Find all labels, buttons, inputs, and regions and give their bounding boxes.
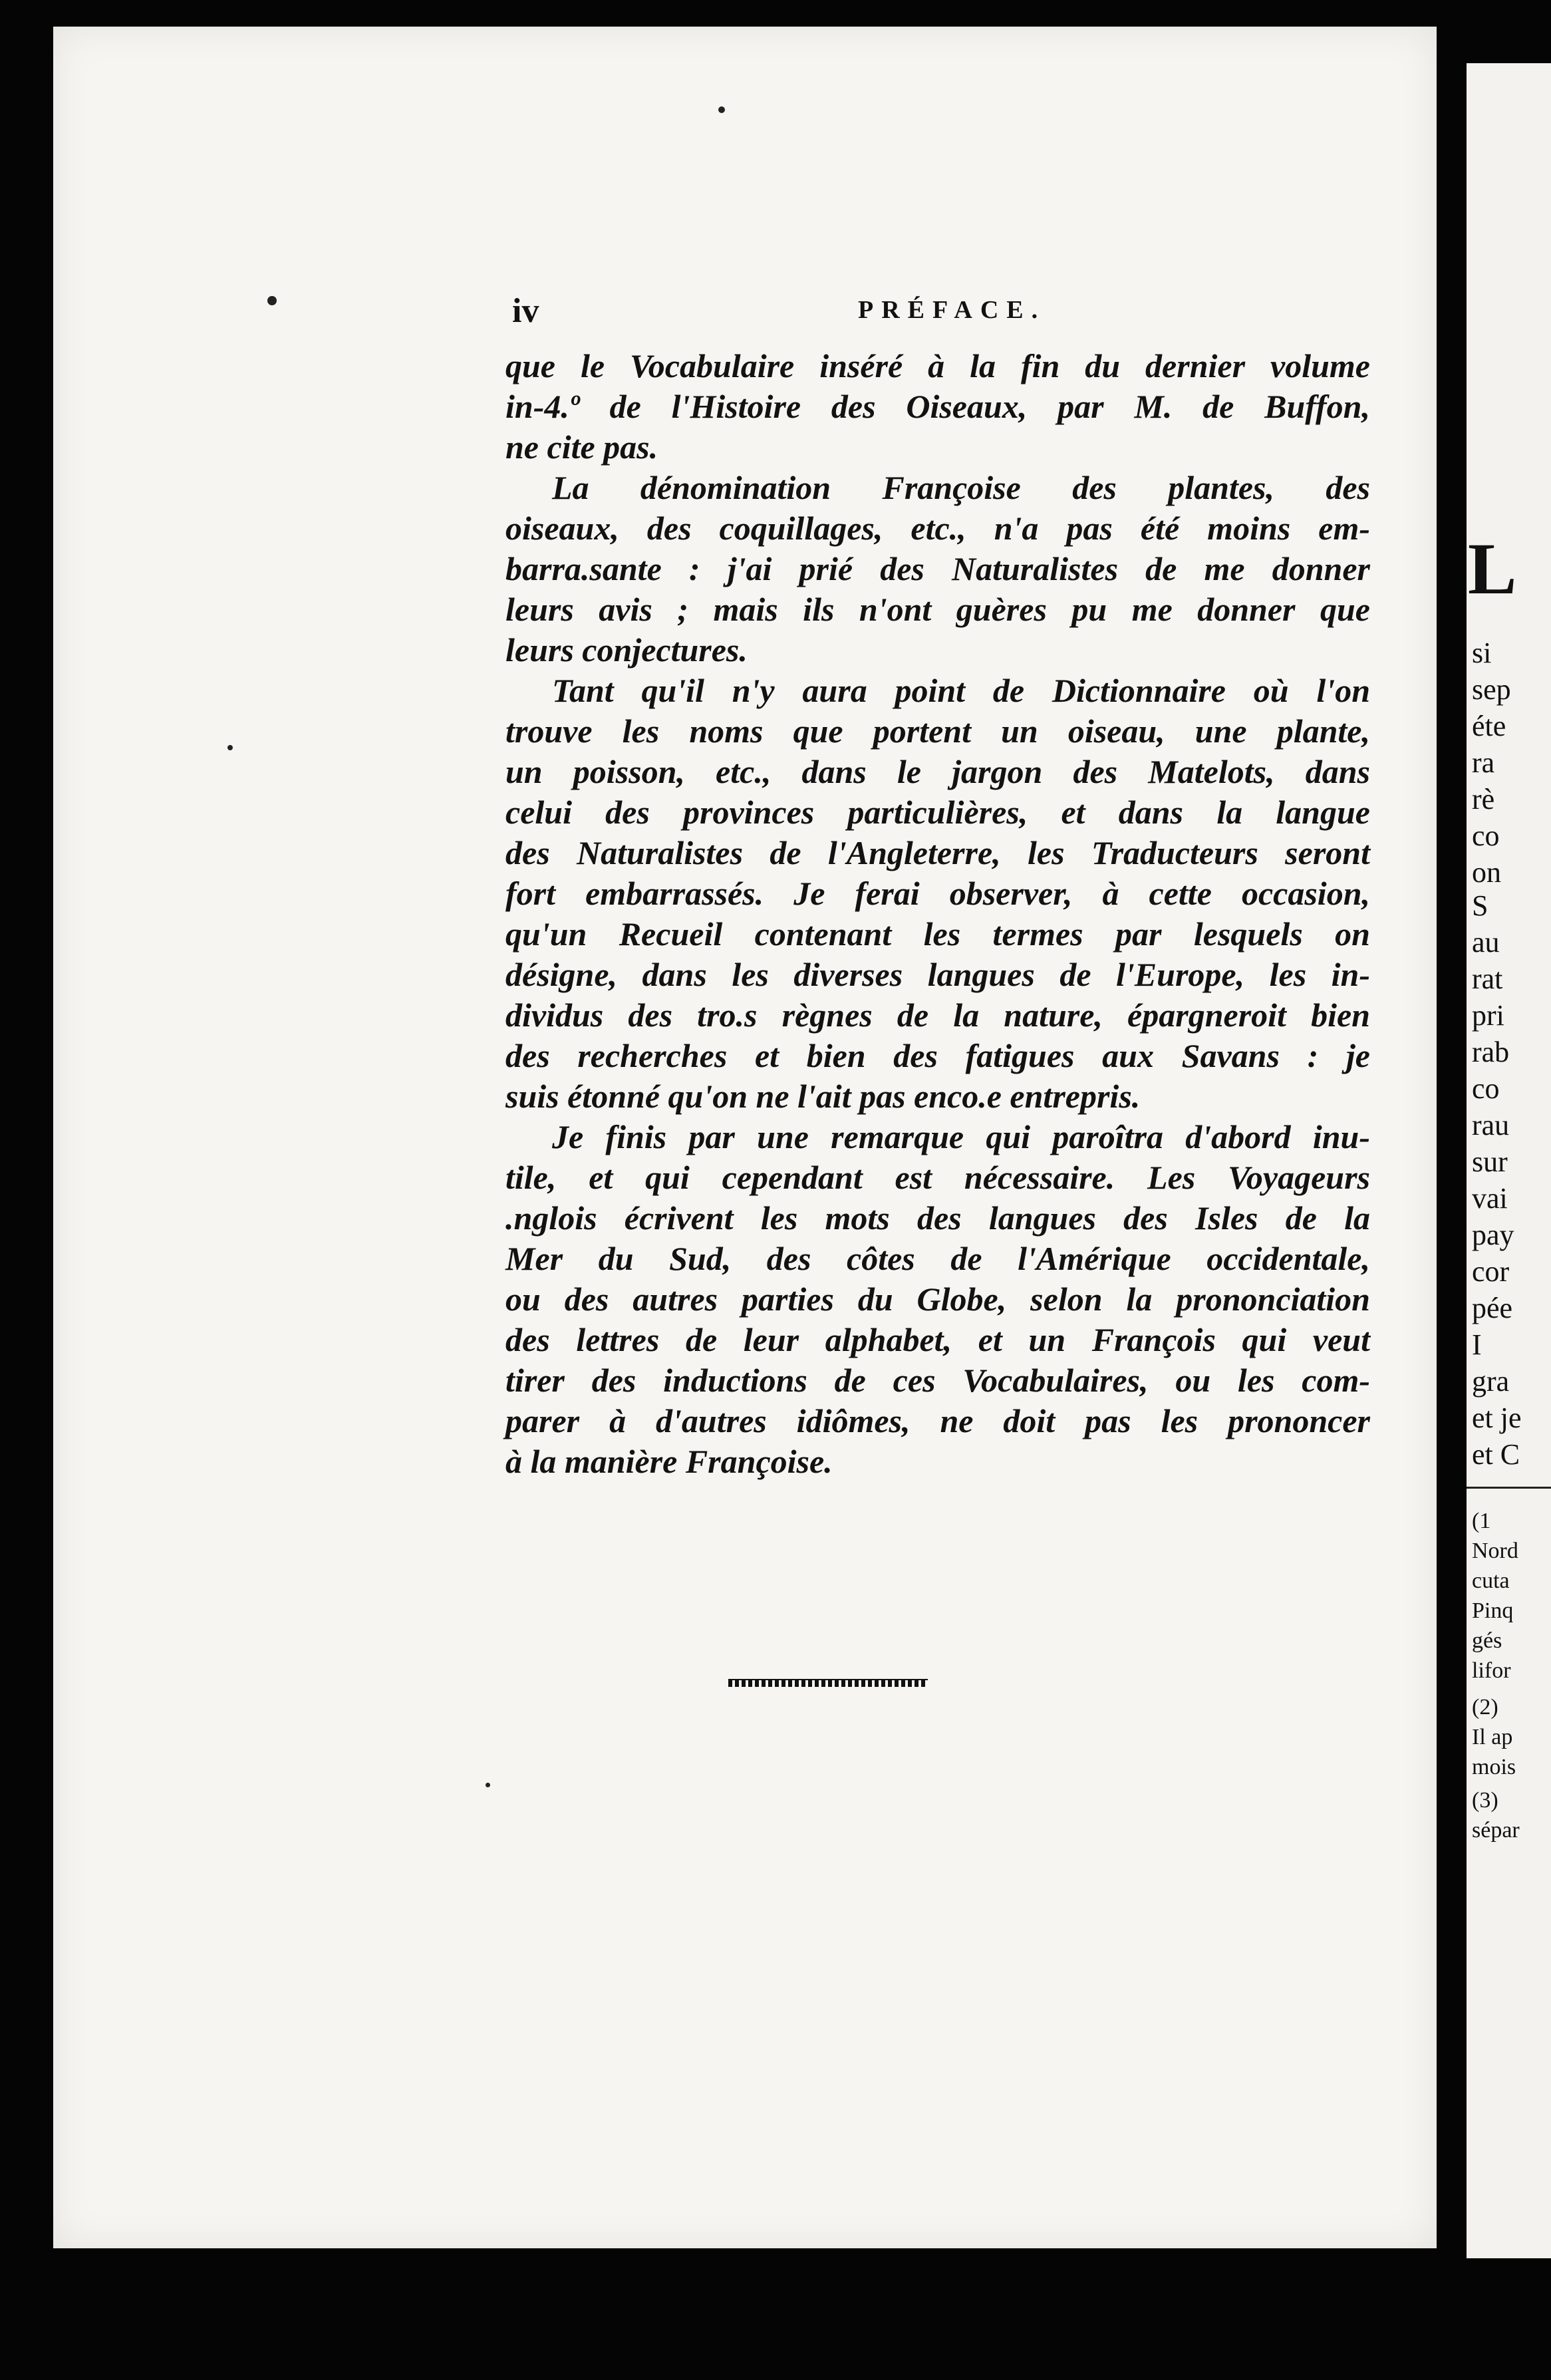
text-line: Mer du Sud, des côtes de l'Amérique occidentale, [505,1240,1370,1277]
facing-page-text-fragment: sep [1472,673,1511,706]
text-line: tirer des inductions de ces Vocabulaires, ou les com- [505,1362,1370,1399]
facing-page-text-fragment: S [1472,889,1488,922]
facing-page-text-fragment: et C [1472,1438,1520,1471]
text-line: barra.sante : j'ai prié des Naturalistes de me donner [505,550,1370,587]
facing-page-text-fragment: si [1472,637,1492,669]
facing-page-text-fragment: sur [1472,1145,1508,1178]
facing-page-text-fragment: L [1468,528,1517,609]
facing-page-text-fragment: cuta [1472,1568,1510,1593]
text-line: leurs avis ; mais ils n'ont guères pu me donner que [505,591,1370,628]
facing-page-text-fragment: rab [1472,1036,1510,1068]
text-line: La dénomination Françoise des plantes, des [552,469,1370,506]
text-line: ne cite pas. [505,428,658,466]
text-line: désigne, dans les diverses langues de l'Europe, les in- [505,956,1370,993]
text-line: fort embarrassés. Je ferai observer, à cette occasion, [505,875,1370,912]
facing-page-fragment [1467,63,1551,2258]
ink-speck [227,745,233,750]
page-number: iv [512,292,539,330]
facing-page-text-fragment: sépar [1472,1818,1520,1843]
text-line: que le Vocabulaire inséré à la fin du dernier volume [505,347,1370,384]
ink-speck [718,106,725,113]
text-line: ou des autres parties du Globe, selon la prononciation [505,1280,1370,1318]
facing-page-text-fragment: lifor [1472,1658,1511,1683]
text-line: Tant qu'il n'y aura point de Dictionnaire où l'on [552,672,1370,709]
facing-page-text-fragment: (3) [1472,1788,1498,1813]
facing-page-text-fragment: et je [1472,1402,1522,1434]
text-line: des lettres de leur alphabet, et un François qui veut [505,1321,1370,1358]
facing-page-text-fragment: on [1472,856,1501,889]
text-line: parer à d'autres idiômes, ne doit pas les prononcer [505,1402,1370,1439]
text-line: qu'un Recueil contenant les termes par lesquels on [505,915,1370,953]
facing-page-text-fragment: mois [1472,1755,1516,1779]
text-line: Je finis par une remarque qui paroîtra d'abord inu- [552,1118,1370,1155]
facing-page-text-fragment: pay [1472,1219,1514,1251]
facing-page-text-fragment: Nord [1472,1539,1518,1563]
facing-page-text-fragment: (2) [1472,1695,1498,1719]
text-line: suis étonné qu'on ne l'ait pas enco.e entrepris. [505,1078,1141,1115]
text-line: des recherches et bien des fatigues aux Savans : je [505,1037,1370,1074]
facing-page-text-fragment: pée [1472,1292,1513,1324]
facing-page-text-fragment: rè [1472,783,1495,816]
facing-page-text-fragment: co [1472,819,1500,852]
running-head [512,291,1365,331]
text-line: dividus des tro.s règnes de la nature, épargneroit bien [505,996,1370,1034]
text-line: leurs conjectures. [505,631,748,669]
facing-page-text-fragment: vai [1472,1182,1508,1215]
running-title: PRÉFACE. [858,296,1046,324]
facing-page-text-fragment: Pinq [1472,1598,1514,1623]
text-line: un poisson, etc., dans le jargon des Matelots, dans [505,753,1370,790]
text-line: oiseaux, des coquillages, etc., n'a pas été moins em- [505,510,1370,547]
facing-page-text-fragment: co [1472,1072,1500,1105]
text-line: celui des provinces particulières, et dans la langue [505,794,1370,831]
facing-page-text-fragment: (1 [1472,1509,1491,1533]
facing-page-text-fragment: ra [1472,746,1495,779]
facing-page-text-fragment: Il ap [1472,1725,1513,1749]
text-line: trouve les noms que portent un oiseau, une plante, [505,712,1370,750]
footnote-rule [1467,1487,1551,1489]
text-line: .nglois écrivent les mots des langues des Isles de la [505,1199,1370,1237]
facing-page-text-fragment: gés [1472,1628,1502,1653]
end-ornament [728,1679,928,1687]
text-line: des Naturalistes de l'Angleterre, les Traducteurs seront [505,834,1370,871]
facing-page-text-fragment: pri [1472,999,1504,1032]
text-line: in-4.º de l'Histoire des Oiseaux, par M. de Buffon, [505,388,1370,425]
facing-page-text-fragment: cor [1472,1255,1510,1288]
ink-speck [486,1783,490,1787]
facing-page-text-fragment: éte [1472,710,1506,742]
facing-page-text-fragment: rat [1472,963,1503,995]
facing-page-text-fragment: au [1472,926,1500,959]
text-line: à la manière Françoise. [505,1443,833,1480]
text-line: tile, et qui cependant est nécessaire. Les Voyageurs [505,1159,1370,1196]
ink-speck [267,296,277,305]
facing-page-text-fragment: gra [1472,1365,1510,1398]
body-text [505,346,1370,1482]
facing-page-text-fragment: I [1472,1328,1482,1361]
facing-page-text-fragment: rau [1472,1109,1510,1141]
